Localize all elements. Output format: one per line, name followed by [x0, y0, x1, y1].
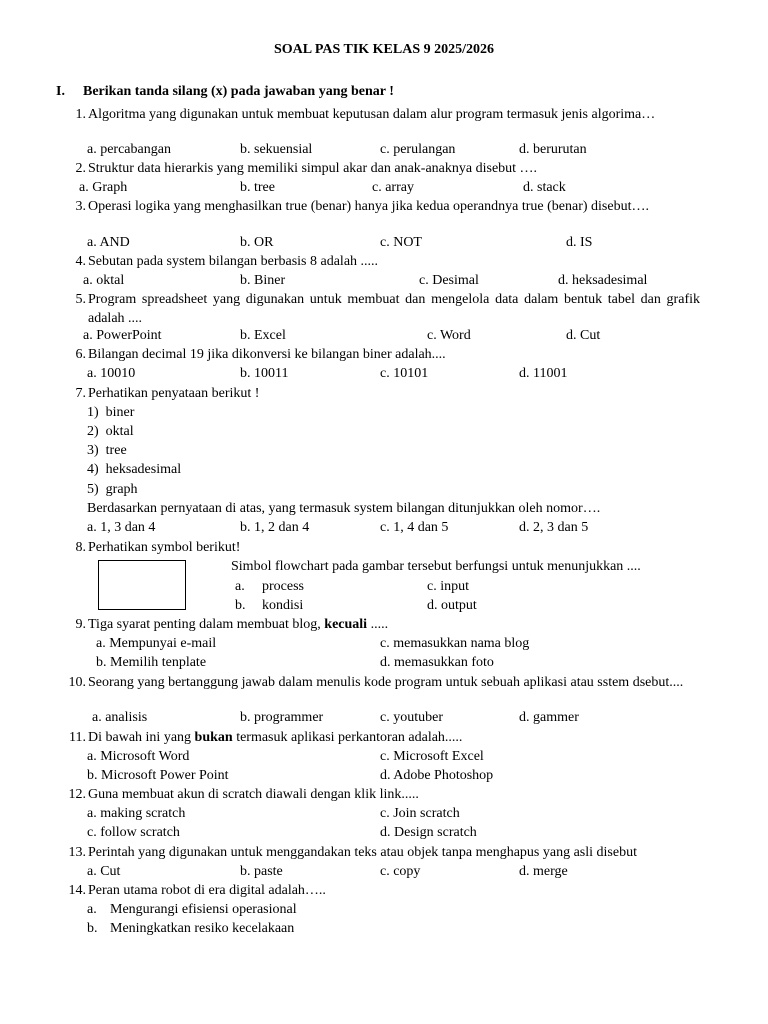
statement-text: biner [105, 405, 135, 420]
question-text-pre: Di bawah ini yang [88, 730, 192, 745]
option-b[interactable]: b. tree [240, 180, 275, 195]
option-a[interactable]: a. percabangan [87, 142, 171, 157]
question-text-pre: Tiga syarat penting dalam membuat blog, [88, 617, 321, 632]
statement-item [87, 480, 138, 499]
option-a[interactable]: a. Microsoft Word [87, 749, 190, 764]
option-c[interactable]: c. NOT [380, 235, 422, 250]
question-8 [60, 538, 700, 557]
option-b[interactable]: b. 1, 2 dan 4 [240, 520, 310, 535]
option-d[interactable]: d. 2, 3 dan 5 [519, 520, 589, 535]
statement-item [87, 460, 181, 479]
question-13 [60, 843, 720, 862]
statement-number: 4) [87, 462, 99, 477]
section-instruction: Berikan tanda silang (x) pada jawaban yang benar ! [83, 84, 394, 99]
option-c[interactable]: c. 1, 4 dan 5 [380, 520, 449, 535]
option-a[interactable]: a. 10010 [87, 366, 136, 381]
option-a[interactable]: a. Graph [79, 180, 128, 195]
question-description: Simbol flowchart pada gambar tersebut berfungsi untuk menunjukkan .... [231, 559, 641, 574]
option-d[interactable]: d. gammer [519, 710, 579, 725]
option-letter: a. [87, 902, 97, 917]
option-text: Mengurangi efisiensi operasional [110, 902, 297, 917]
question-text: Struktur data hierarkis yang memiliki simpul akar dan anak-anaknya disebut …. [88, 161, 538, 176]
option-a[interactable]: a. PowerPoint [83, 328, 162, 343]
option-b[interactable]: b. programmer [240, 710, 324, 725]
question-text-post: ..... [370, 617, 389, 632]
question-followup: Berdasarkan pernyataan di atas, yang termasuk system bilangan ditunjukkan oleh nomor…. [87, 501, 601, 516]
question-text: Bilangan decimal 19 jika dikonversi ke bilangan biner adalah.... [88, 347, 446, 362]
option-c[interactable]: c. Join scratch [380, 806, 460, 821]
option-b[interactable]: b. Microsoft Power Point [87, 768, 229, 783]
option-letter: b. [235, 598, 246, 613]
option-c[interactable]: c. Microsoft Excel [380, 749, 484, 764]
question-text [88, 615, 700, 634]
question-4 [60, 252, 700, 271]
question-2 [60, 159, 700, 178]
option-d[interactable]: d. output [427, 598, 477, 613]
question-number: 7. [75, 386, 86, 401]
option-d[interactable]: d. stack [523, 180, 566, 195]
statement-text: graph [105, 482, 138, 497]
question-9 [60, 615, 700, 634]
option-d[interactable]: d. Adobe Photoshop [380, 768, 494, 783]
statement-number: 5) [87, 482, 99, 497]
option-c[interactable]: c. youtuber [380, 710, 443, 725]
question-number: 11. [69, 730, 86, 745]
option-a[interactable]: a. oktal [83, 273, 125, 288]
question-text: Guna membuat akun di scratch diawali dengan klik link..... [88, 787, 419, 802]
question-text: Sebutan pada system bilangan berbasis 8 adalah ..... [88, 254, 379, 269]
option-c[interactable]: c. 10101 [380, 366, 429, 381]
statement-item [87, 403, 134, 422]
option-a[interactable]: a. AND [87, 235, 130, 250]
option-b[interactable]: b. OR [240, 235, 274, 250]
question-number: 9. [75, 617, 86, 632]
option-d[interactable]: d. IS [566, 235, 593, 250]
question-text: Perintah yang digunakan untuk menggandakan teks atau objek tanpa menghapus yang asli disebut [88, 845, 637, 860]
question-text: Algoritma yang digunakan untuk membuat keputusan dalam alur program termasuk jenis algorima… [88, 107, 656, 122]
question-number: 6. [75, 347, 86, 362]
question-number: 13. [68, 845, 86, 860]
option-c[interactable]: c. copy [380, 864, 421, 879]
option-b[interactable]: b. 10011 [240, 366, 289, 381]
question-5 [60, 290, 700, 328]
question-text: Seorang yang bertanggung jawab dalam menulis kode program untuk sebuah aplikasi atau sstem dsebut.... [88, 675, 684, 690]
option-c[interactable]: c. memasukkan nama blog [380, 636, 530, 651]
statement-item [87, 441, 127, 460]
question-1 [60, 105, 700, 124]
option-b[interactable] [235, 596, 304, 615]
option-text: kondisi [262, 598, 304, 613]
option-b[interactable]: c. follow scratch [87, 825, 180, 840]
question-number: 12. [68, 787, 86, 802]
question-text: Perhatikan penyataan berikut ! [88, 386, 260, 401]
statement-number: 2) [87, 424, 99, 439]
question-text: Program spreadsheet yang digunakan untuk membuat dan mengelola data dalam bentuk tabel dan grafik adalah .... [88, 292, 700, 326]
option-d[interactable]: d. Design scratch [380, 825, 477, 840]
question-number: 2. [75, 161, 86, 176]
question-6 [60, 345, 700, 364]
question-text: Perhatikan symbol berikut! [88, 540, 241, 555]
question-number: 8. [75, 540, 86, 555]
option-letter: b. [87, 921, 98, 936]
question-10 [60, 673, 700, 692]
section-number: I. [56, 84, 65, 99]
statement-text: oktal [105, 424, 134, 439]
page-title: SOAL PAS TIK KELAS 9 2025/2026 [273, 42, 495, 57]
option-d[interactable]: d. memasukkan foto [380, 655, 494, 670]
option-c[interactable]: c. array [372, 180, 414, 195]
option-c[interactable]: c. Word [427, 328, 471, 343]
option-text: Meningkatkan resiko kecelakaan [110, 921, 295, 936]
question-number: 5. [75, 292, 86, 307]
question-keyword: kecuali [324, 617, 368, 632]
question-text-post: termasuk aplikasi perkantoran adalah..... [236, 730, 463, 745]
option-a[interactable]: a. Cut [87, 864, 121, 879]
option-b[interactable]: b. Memilih tenplate [96, 655, 207, 670]
option-b[interactable] [87, 919, 487, 938]
question-number: 10. [68, 675, 86, 690]
statement-number: 3) [87, 443, 99, 458]
option-c[interactable]: c. Desimal [419, 273, 479, 288]
option-d[interactable]: d. merge [519, 864, 568, 879]
statement-text: heksadesimal [105, 462, 182, 477]
option-b[interactable]: b. Biner [240, 273, 286, 288]
question-keyword: bukan [194, 730, 233, 745]
option-a[interactable]: a. Mempunyai e-mail [96, 636, 217, 651]
option-a[interactable]: a. making scratch [87, 806, 186, 821]
option-d[interactable]: d. heksadesimal [558, 273, 648, 288]
statement-text: tree [105, 443, 127, 458]
statement-item [87, 422, 134, 441]
question-text: Peran utama robot di era digital adalah….. [88, 883, 326, 898]
option-a[interactable] [235, 577, 304, 596]
question-number: 14. [68, 883, 86, 898]
question-12 [60, 785, 700, 804]
question-14 [60, 881, 700, 900]
question-number: 4. [75, 254, 86, 269]
option-c[interactable]: c. perulangan [380, 142, 456, 157]
option-a[interactable]: a. 1, 3 dan 4 [87, 520, 156, 535]
question-number: 3. [75, 199, 86, 214]
question-text [88, 728, 700, 747]
option-b[interactable]: b. sekuensial [240, 142, 313, 157]
question-number: 1. [75, 107, 86, 122]
option-d[interactable]: d. berurutan [519, 142, 587, 157]
statement-number: 1) [87, 405, 99, 420]
option-c[interactable]: c. input [427, 579, 469, 594]
option-a[interactable]: a. analisis [92, 710, 148, 725]
question-11 [60, 728, 700, 747]
question-7 [60, 384, 700, 403]
option-b[interactable]: b. paste [240, 864, 283, 879]
option-b[interactable]: b. Excel [240, 328, 286, 343]
question-text: Operasi logika yang menghasilkan true (benar) hanya jika kedua operandnya true (benar) disebut…. [88, 199, 649, 214]
option-letter: a. [235, 579, 245, 594]
option-d[interactable]: d. Cut [566, 328, 601, 343]
option-text: process [262, 579, 304, 594]
option-d[interactable]: d. 11001 [519, 366, 568, 381]
question-3 [60, 197, 700, 216]
flowchart-process-symbol [98, 560, 186, 610]
section-heading [56, 84, 394, 100]
option-a[interactable] [87, 900, 487, 919]
